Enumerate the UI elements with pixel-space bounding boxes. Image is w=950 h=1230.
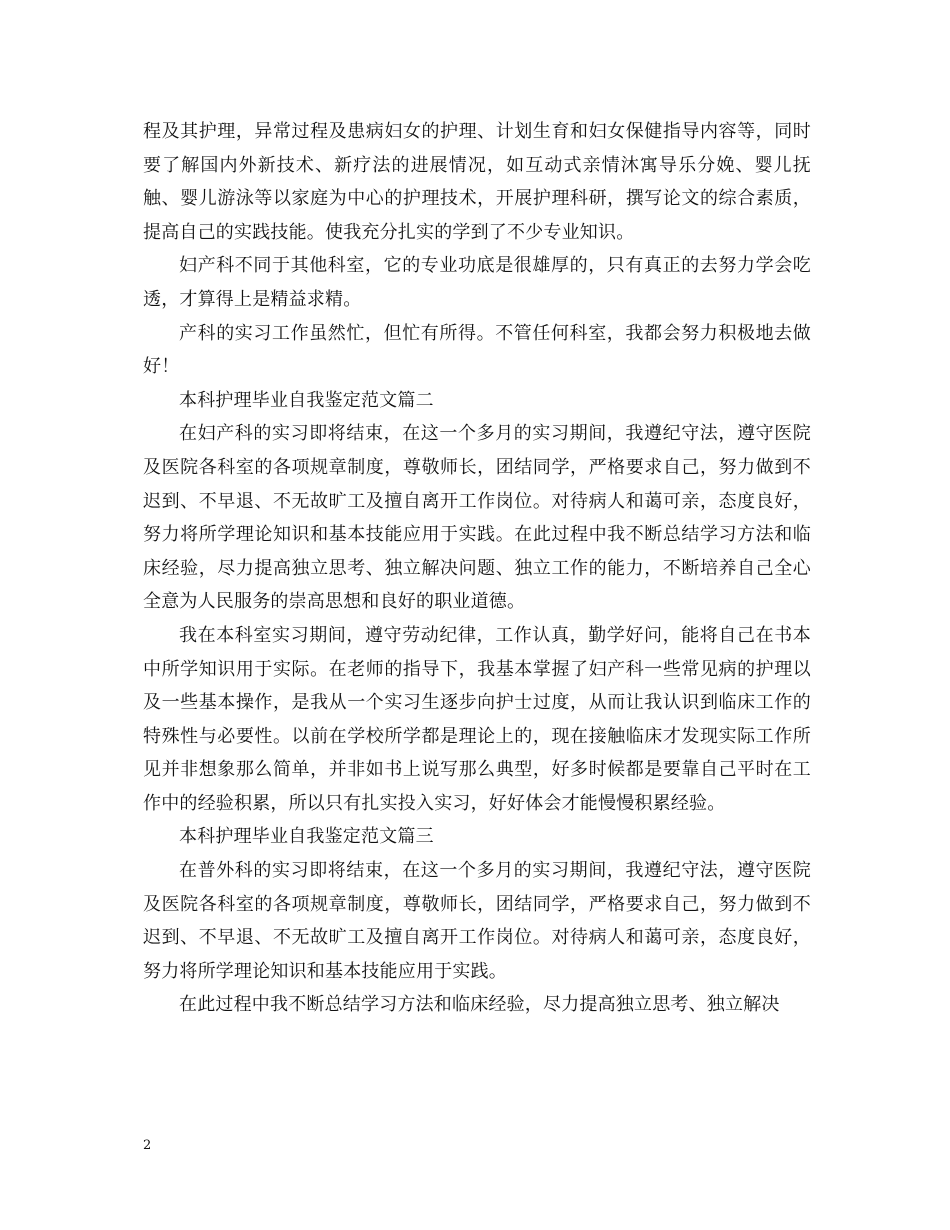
paragraph: 妇产科不同于其他科室，它的专业功底是很雄厚的，只有真正的去努力学会吃透，才算得上是精益求精。 [143,255,811,310]
paragraph-continuation: 程及其护理，异常过程及患病妇女的护理、计划生育和妇女保健指导内容等，同时要了解国内外新技术、新疗法的进展情况，如互动式亲情沐寓导乐分娩、婴儿抚触、婴儿游泳等以家庭为中心的护理技术，开展护理科研，撰写论文的综合素质，提高自己的实践技能。使我充分扎实的学到了不少专业知识。 [143,121,811,243]
paragraph: 产科的实习工作虽然忙，但忙有所得。不管任何科室，我都会努力积极地去做好！ [143,322,811,378]
page-number: 2 [143,1138,152,1153]
paragraph: 在妇产科的实习即将结束，在这一个多月的实习期间，我遵纪守法，遵守医院及医院各科室的各项规章制度，尊敬师长，团结同学，严格要求自己，努力做到不迟到、不早退、不无故旷工及擅自离开工作岗位。对待病人和蔼可亲，态度良好，努力将所学理论知识和基本技能应用于实践。在此过程中我不断总结学习方法和临床经验，尽力提高独立思考、独立解决问题、独立工作的能力，不断培养自己全心全意为人民服务的崇高思想和良好的职业道德。 [143,423,811,613]
paragraph: 我在本科室实习期间，遵守劳动纪律，工作认真，勤学好问，能将自己在书本中所学知识用于实际。在老师的指导下，我基本掌握了妇产科一些常见病的护理以及一些基本操作，是我从一个实习生逐步向护士过度，从而让我认识到临床工作的特殊性与必要性。以前在学校所学都是理论上的，现在接触临床才发现实际工作所见并非想象那么简单，并非如书上说写那么典型，好多时候都是要靠自己平时在工作中的经验积累，所以只有扎实投入实习，好好体会才能慢慢积累经验。 [143,624,811,814]
section-heading: 本科护理毕业自我鉴定范文篇三 [179,826,434,848]
section-heading: 本科护理毕业自我鉴定范文篇二 [179,389,434,411]
document-body [143,115,811,1022]
paragraph: 在普外科的实习即将结束，在这一个多月的实习期间，我遵纪守法，遵守医院及医院各科室的各项规章制度，尊敬师长，团结同学，严格要求自己，努力做到不迟到、不早退、不无故旷工及擅自离开工作岗位。对待病人和蔼可亲，态度良好，努力将所学理论知识和基本技能应用于实践。 [143,860,811,982]
paragraph: 在此过程中我不断总结学习方法和临床经验，尽力提高独立思考、独立解决 [179,994,780,1016]
